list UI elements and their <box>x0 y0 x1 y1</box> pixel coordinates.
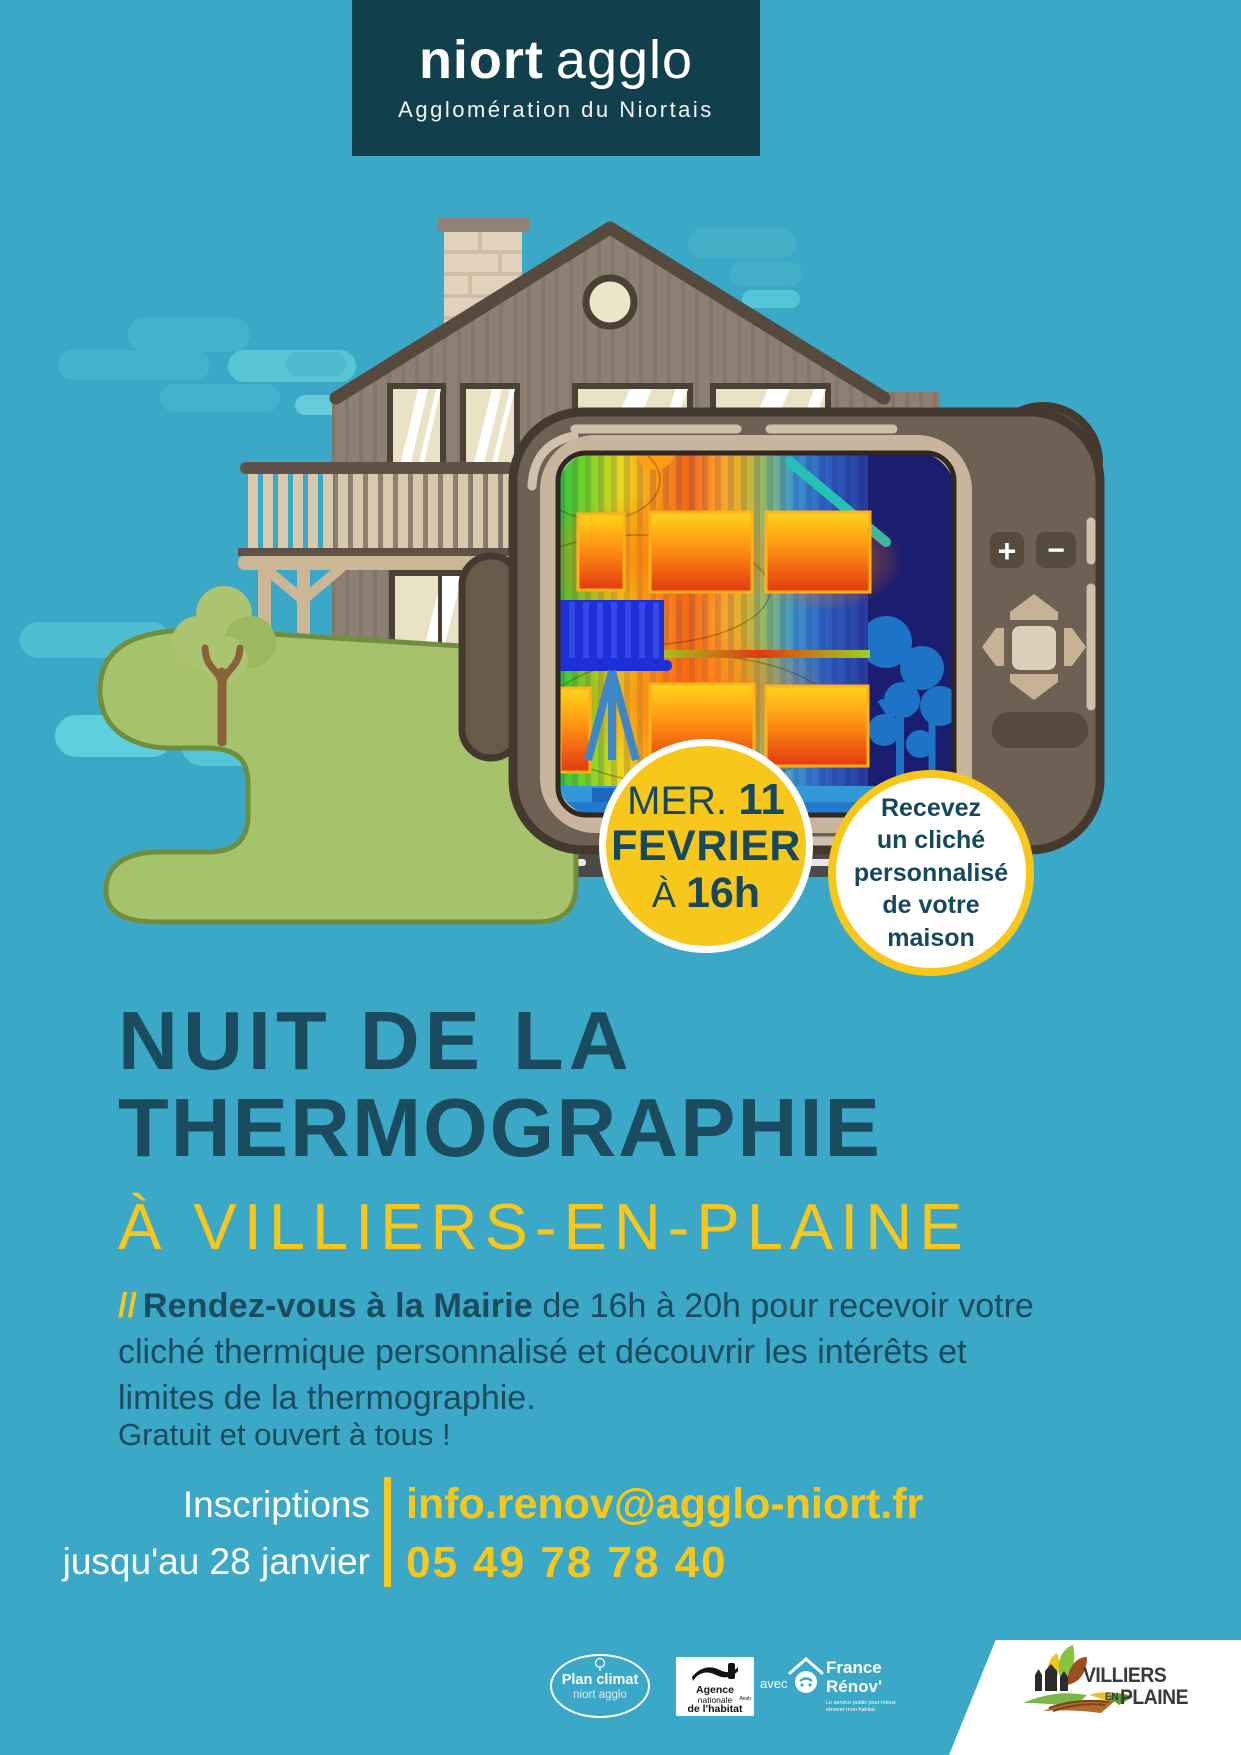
anah-logo <box>676 1657 754 1716</box>
contact-email: info.renov@agglo-niort.fr <box>406 1480 924 1528</box>
conjunction-avec: avec <box>760 1676 788 1691</box>
villiers-plaine: PLAINE <box>1119 1686 1189 1709</box>
villiers-line2 <box>1105 1687 1188 1708</box>
brand-name-bold: niort <box>418 30 544 90</box>
brand-subtitle: Agglomération du Niortais <box>398 97 714 122</box>
page-title-line1: NUIT DE LA <box>118 994 634 1087</box>
anah-line2: nationale <box>697 1695 733 1705</box>
date-weekday-day <box>627 776 785 824</box>
lead-bold: Rendez-vous à la Mairie <box>142 1287 533 1325</box>
anah-line1: Agence <box>696 1684 734 1696</box>
france-renov-tagline1: Le service public pour mieux <box>826 1700 896 1706</box>
date-time <box>652 870 760 916</box>
villiers-en-plaine-logo <box>1015 1645 1195 1725</box>
contact-divider <box>384 1477 391 1587</box>
offer-line: de votre <box>882 891 980 920</box>
lead-rest: de 16h à 20h pour recevoir votre cliché thermique personnalisé et découvrir les intérêts et limites de la thermographie. <box>118 1287 1034 1417</box>
event-location: À VILLIERS-EN-PLAINE <box>118 1190 970 1263</box>
minus-icon: − <box>1047 534 1065 567</box>
offer-line: un cliché <box>876 826 986 855</box>
date-month: FEVRIER <box>611 822 801 871</box>
france-renov-logo <box>786 1655 926 1719</box>
tree-icon <box>594 1658 606 1672</box>
france-renov-line1: France <box>826 1658 882 1677</box>
offer-line: maison <box>887 923 975 952</box>
house-icon <box>786 1655 826 1699</box>
anah-acronym: Anah <box>739 1696 751 1702</box>
anah-line3: de l'habitat <box>687 1703 743 1715</box>
france-renov-line2: Rénov' <box>826 1677 882 1696</box>
plus-icon: + <box>997 533 1017 569</box>
contact-phone: 05 49 78 78 40 <box>406 1538 728 1587</box>
registration-deadline: jusqu'au 28 janvier <box>62 1541 370 1582</box>
event-description <box>118 1283 1038 1421</box>
france-renov-tagline2: rénover mon habitat <box>826 1707 875 1713</box>
plan-climat-logo <box>550 1654 650 1718</box>
registration-label: Inscriptions <box>182 1484 370 1525</box>
offer-badge <box>828 770 1034 976</box>
date-badge <box>599 739 813 953</box>
date-day: 11 <box>738 774 785 824</box>
double-slash-icon: // <box>118 1287 137 1325</box>
villiers-line1: VILLIERS <box>1083 1664 1167 1687</box>
free-admission-note: Gratuit et ouvert à tous ! <box>118 1417 451 1452</box>
date-weekday: MER. <box>627 778 728 823</box>
brand-name-light: agglo <box>555 30 694 90</box>
offer-line: Recevez <box>880 793 982 822</box>
plan-climat-subtitle: niort agglo <box>573 1689 627 1701</box>
date-at: À <box>651 873 676 915</box>
date-hour: 16h <box>685 868 761 917</box>
offer-line: personnalisé <box>853 858 1009 887</box>
plan-climat-title: Plan climat <box>561 1672 639 1688</box>
page-title-line2: THERMOGRAPHIE <box>118 1081 882 1174</box>
villiers-en: EN <box>1105 1691 1119 1703</box>
